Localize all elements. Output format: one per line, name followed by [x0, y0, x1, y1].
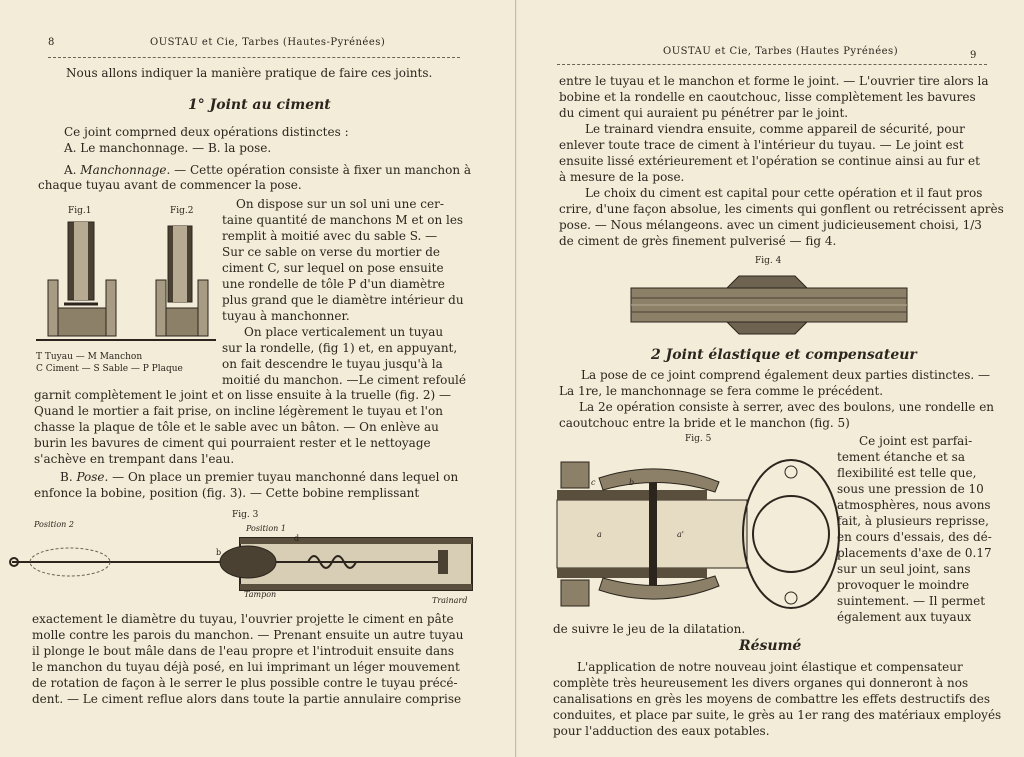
body-line: L'application de notre nouveau joint élastique et compensateur	[577, 660, 963, 674]
body-line: moitié du manchon. —Le ciment refoulé	[222, 373, 466, 387]
body-line: fait, à plusieurs reprisse,	[837, 514, 989, 528]
body-line: sur un seul joint, sans	[837, 562, 971, 576]
body-line: Quand le mortier a fait prise, on incline légèrement le tuyau et l'on	[34, 404, 443, 418]
body-line: chaque tuyau avant de commencer la pose.	[38, 178, 302, 192]
bolt-hole	[785, 466, 797, 478]
item-text: — On place un premier tuyau manchonné dans lequel on	[108, 470, 459, 484]
section-title: 2 Joint élastique et compensateur	[651, 347, 917, 363]
pipe-bore	[74, 222, 88, 300]
body-line: enfonce la bobine, position (fig. 3). — Cette bobine remplissant	[34, 486, 420, 500]
body-line: On place verticalement un tuyau	[244, 325, 444, 339]
item-term: Pose.	[76, 470, 109, 484]
bolt-shape	[561, 580, 589, 606]
body-line: exactement le diamètre du tuyau, l'ouvrier projette le ciment en pâte	[32, 612, 454, 626]
figure-annotation: Position 2	[34, 520, 74, 529]
bolt-hole	[785, 592, 797, 604]
body-line: suintement. — Il permet	[837, 594, 986, 608]
page-number: 9	[970, 50, 977, 61]
running-header: OUSTAU et Cie, Tarbes (Hautes-Pyrénées)	[150, 37, 386, 48]
figure-1-2-drawing	[36, 218, 218, 348]
pipe-bore	[173, 226, 187, 302]
body-line: molle contre les parois du manchon. — Prenant ensuite un autre tuyau	[32, 628, 464, 642]
flange-shape	[599, 576, 719, 599]
pipe-wall	[240, 538, 472, 544]
body-line: s'achève en trempant dans l'eau.	[34, 452, 235, 466]
gasket-outline	[743, 460, 839, 608]
header-rule	[557, 64, 987, 65]
figure-label: Fig. 3	[232, 510, 259, 520]
body-line: sous une pression de 10	[837, 482, 984, 496]
body-line: de ciment de grès finement pulverisé — fig 4.	[559, 234, 837, 248]
section-title: 1° Joint au ciment	[188, 97, 331, 113]
body-line: chasse la plaque de tôle et le sable avec un bâton. — On enlève au	[34, 420, 439, 434]
gasket-bore	[753, 496, 829, 572]
figure-label: Fig. 4	[755, 256, 782, 266]
running-header: OUSTAU et Cie, Tarbes (Hautes Pyrénées)	[663, 46, 899, 57]
figure-annotation: a'	[677, 530, 684, 539]
body-line: placements d'axe de 0.17	[837, 546, 992, 560]
body-line: atmosphères, nous avons	[837, 498, 991, 512]
figure-annotation: Tampon	[244, 590, 277, 599]
body-line: tuyau à manchonner.	[222, 309, 350, 323]
body-line: On dispose sur un sol uni une cer-	[236, 197, 444, 211]
body-line: pose. — Nous mélangeons. avec un ciment judicieusement choisi, 1/3	[559, 218, 982, 232]
body-line: de rotation de façon à le serrer le plus possible contre le tuyau précé-	[32, 676, 458, 690]
body-line: flexibilité est telle que,	[837, 466, 977, 480]
body-line: pour l'adduction des eaux potables.	[553, 724, 770, 738]
body-line: dent. — Le ciment reflue alors dans toute la partie annulaire comprise	[32, 692, 462, 706]
figure-annotation: b	[216, 548, 222, 557]
body-line: garnit complètement le joint et on lisse ensuite à la truelle (fig. 2) —	[34, 388, 451, 402]
figure-annotation: a	[597, 530, 602, 539]
body-line: La pose de ce joint comprend également deux parties distinctes. —	[581, 368, 990, 382]
body-line: tement étanche et sa	[837, 450, 965, 464]
body-line: plus grand que le diamètre intérieur du	[222, 293, 464, 307]
figure-label: Fig.2	[170, 206, 194, 216]
body-line: Ce joint est parfai-	[859, 434, 973, 448]
sleeve-shape	[727, 322, 807, 334]
body-line: enlever toute trace de ciment à l'intérieur du tuyau. — Le joint est	[559, 138, 964, 152]
header-rule	[48, 57, 460, 58]
body-line: ensuite lissé extérieurement et l'opération se continue ainsi au fur et	[559, 154, 980, 168]
figure-4-drawing	[631, 270, 911, 340]
figure-annotation: Position 1	[246, 524, 286, 533]
page-number: 8	[48, 37, 55, 48]
flange-line	[649, 478, 657, 590]
trainard-head	[438, 550, 448, 574]
figure-label: Fig. 5	[685, 434, 712, 444]
body-line: taine quantité de manchons M et on les	[222, 213, 464, 227]
body-line: burin les bavures de ciment qui pourraient rester et le nettoyage	[34, 436, 431, 450]
figure-legend: T Tuyau — M Manchon	[36, 352, 143, 362]
body-line	[60, 470, 458, 486]
body-line	[64, 163, 471, 179]
body-line: provoquer le moindre	[837, 578, 970, 592]
body-line: canalisations en grès les moyens de combattre les effets destructifs des	[553, 692, 991, 706]
body-line: La 2e opération consiste à serrer, avec des boulons, une rondelle en	[579, 400, 995, 414]
sand-fill	[58, 308, 106, 336]
body-line: entre le tuyau et le manchon et forme le joint. — L'ouvrier tire alors la	[559, 74, 989, 88]
bobbin-shape	[220, 546, 276, 578]
figure-3-drawing	[8, 530, 478, 600]
right-page	[517, 0, 1024, 757]
body-line: conduites, et place par suite, le grès au 1er rang des matériaux employés	[553, 708, 1002, 722]
intro-text: Nous allons indiquer la manière pratique de faire ces joints.	[66, 66, 433, 80]
pipe-wall	[557, 568, 707, 578]
body-line: une rondelle de tôle P d'un diamètre	[222, 277, 445, 291]
figure-annotation: Trainard	[432, 596, 468, 605]
body-line: A. Le manchonnage. — B. la pose.	[64, 141, 272, 155]
body-line: complète très heureusement les divers organes qui donneront à nos	[553, 676, 969, 690]
flange-shape	[599, 469, 719, 492]
item-text: — Cette opération consiste à fixer un manchon à	[170, 163, 472, 177]
item-label: A.	[64, 163, 81, 177]
body-line: le manchon du tuyau déjà posé, en lui imprimant un léger mouvement	[32, 660, 460, 674]
sleeve-shape	[727, 276, 807, 288]
body-line: bobine et la rondelle en caoutchouc, lisse complètement les bavures	[559, 90, 976, 104]
body-line: caoutchouc entre la bride et le manchon (fig. 5)	[559, 416, 850, 430]
body-line: Sur ce sable on verse du mortier de	[222, 245, 441, 259]
sand-fill	[166, 308, 198, 336]
figure-annotation: c	[591, 478, 596, 487]
body-line: en cours d'essais, des dé-	[837, 530, 992, 544]
body-line: Le choix du ciment est capital pour cette opération et il faut pros	[585, 186, 983, 200]
body-line: du ciment qui auraient pu pénétrer par le joint.	[559, 106, 849, 120]
figure-legend: C Ciment — S Sable — P Plaque	[36, 364, 183, 374]
bolt-shape	[561, 462, 589, 488]
body-line: également aux tuyaux	[837, 610, 972, 624]
figure-annotation: b	[629, 478, 635, 487]
body-line: de suivre le jeu de la dilatation.	[553, 622, 746, 636]
item-label: B.	[60, 470, 77, 484]
body-line: Ce joint comprned deux opérations distinctes :	[64, 125, 349, 139]
body-line: on fait descendre le tuyau jusqu'à la	[222, 357, 443, 371]
body-line: Le trainard viendra ensuite, comme appareil de sécurité, pour	[585, 122, 965, 136]
figure-annotation: d	[294, 534, 300, 543]
body-line: remplit à moitié avec du sable S. —	[222, 229, 438, 243]
figure-label: Fig.1	[68, 206, 92, 216]
pipe-wall	[557, 490, 707, 500]
item-term: Manchonnage.	[80, 163, 171, 177]
body-line: ciment C, sur lequel on pose ensuite	[222, 261, 444, 275]
body-line: à mesure de la pose.	[559, 170, 685, 184]
section-title: Résumé	[739, 638, 802, 654]
body-line: il plonge le bout mâle dans de l'eau propre et l'introduit ensuite dans	[32, 644, 455, 658]
body-line: sur la rondelle, (fig 1) et, en appuyant,	[222, 341, 458, 355]
body-line: La 1re, le manchonnage se fera comme le précédent.	[559, 384, 884, 398]
body-line: crire, d'une façon absolue, les ciments qui gonflent ou retrécissent après	[559, 202, 1004, 216]
